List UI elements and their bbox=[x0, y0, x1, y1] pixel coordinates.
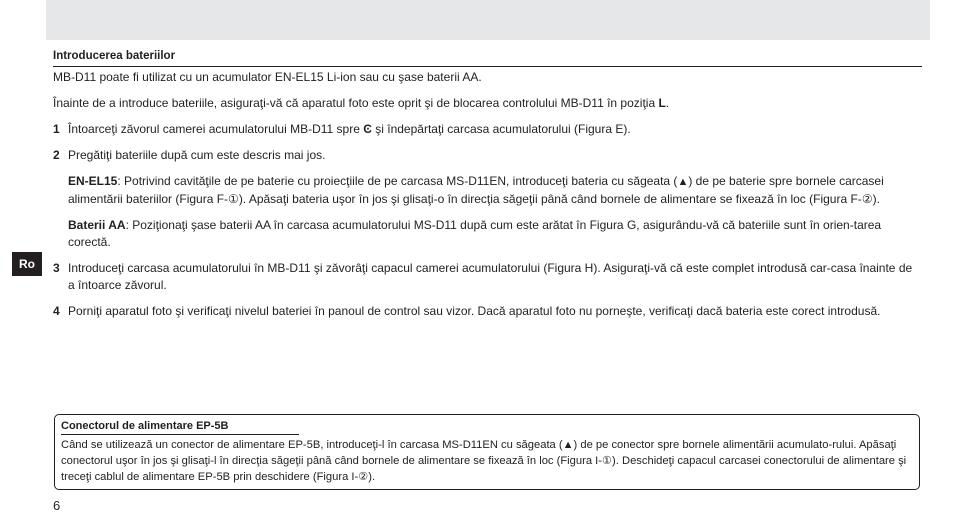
step-4: 4 Porniţi aparatul foto şi verificaţi nivelul bateriei în panoul de control sau vizor. Dacă aparatul foto nu porneşte, verificaţi dacă bateria este corect introdusă. bbox=[53, 304, 881, 318]
aa-label: Baterii AA bbox=[68, 218, 126, 232]
circled-one-icon: ① bbox=[602, 455, 613, 467]
intro-paragraph-2: Înainte de a introduce bateriile, asiguraţi-vă că aparatul foto este oprit şi de blocarea controlului MB-D11 în poziţia L. bbox=[53, 96, 670, 110]
step-1: 1 Întoarceţi zăvorul camerei acumulatorului MB-D11 spre Ͼ şi îndepărtaţi carcasa acumulatorului (Figura E). bbox=[53, 122, 631, 136]
step-number: 3 bbox=[53, 261, 60, 275]
intro-paragraph-1: MB-D11 poate fi utilizat cu un acumulator EN-EL15 Li-ion sau cu şase baterii AA. bbox=[53, 70, 482, 84]
aa-batteries-instructions: Baterii AA: Poziţionaţi şase baterii AA în carcasa acumulatorului MS-D11 după cum este arătat în Figura G, asigurându-vă că bateriile sunt în orien-tarea corectă. bbox=[68, 218, 882, 249]
note-title: Conectorul de alimentare EP-5B bbox=[61, 418, 299, 435]
language-tab: Ro bbox=[12, 252, 42, 276]
header-band bbox=[46, 0, 930, 40]
step-number: 4 bbox=[53, 304, 60, 318]
page-number: 6 bbox=[53, 498, 61, 513]
en-el15-label: EN-EL15 bbox=[68, 174, 118, 188]
note-text: Când se utilizează un conector de alimentare EP-5B, introduceţi-l în carcasa MS-D11EN cu săgeata (▲) de pe conector spre bornele alimentării acumulato-rului. Apăsaţi conectorul uşor în jos şi glisaţi-l în direcţia săgeţii până când bornele de alimentare se fixează în loc (Figura I-①). Deschideţi capacul carcasei conectorului de alimentare şi treceţi cablul de alimentare EP-5B prin deschidere (Figura I-②). bbox=[61, 439, 907, 483]
unlock-direction-icon: Ͼ bbox=[363, 122, 372, 136]
circled-one-icon: ① bbox=[228, 192, 239, 206]
en-el15-instructions: EN-EL15: Potrivind cavităţile de pe baterie cu proiecţiile de pe carcasa MS-D11EN, introduceţi bateria cu săgeata (▲) de pe baterie spre bornele carcasei alimentării bateriilor (Figura F-①). Apăsaţi bateria uşor în jos şi glisaţi-o în direcţia săgeţii până când bornele de alimentare se fixează în loc (Figura F-②). bbox=[68, 174, 884, 206]
circled-two-icon: ② bbox=[861, 192, 873, 206]
main-content bbox=[53, 48, 922, 320]
step-number: 2 bbox=[53, 148, 60, 162]
arrow-up-icon: ▲ bbox=[562, 439, 574, 451]
circled-two-icon: ② bbox=[358, 471, 369, 483]
note-box bbox=[54, 414, 920, 490]
section-title: Introducerea bateriilor bbox=[53, 48, 922, 67]
step-3: 3 Introduceţi carcasa acumulatorului în MB-D11 şi zăvorâţi capacul camerei acumulatorului (Figura H). Asiguraţi-vă că este complet introdusă car-casa înainte de a întoarce zăvorul. bbox=[53, 261, 913, 292]
step-2: 2 Pregătiţi bateriile după cum este descris mai jos. bbox=[53, 148, 326, 162]
step-number: 1 bbox=[53, 122, 60, 136]
arrow-up-icon: ▲ bbox=[677, 176, 689, 188]
lock-position-label: L bbox=[658, 96, 666, 110]
